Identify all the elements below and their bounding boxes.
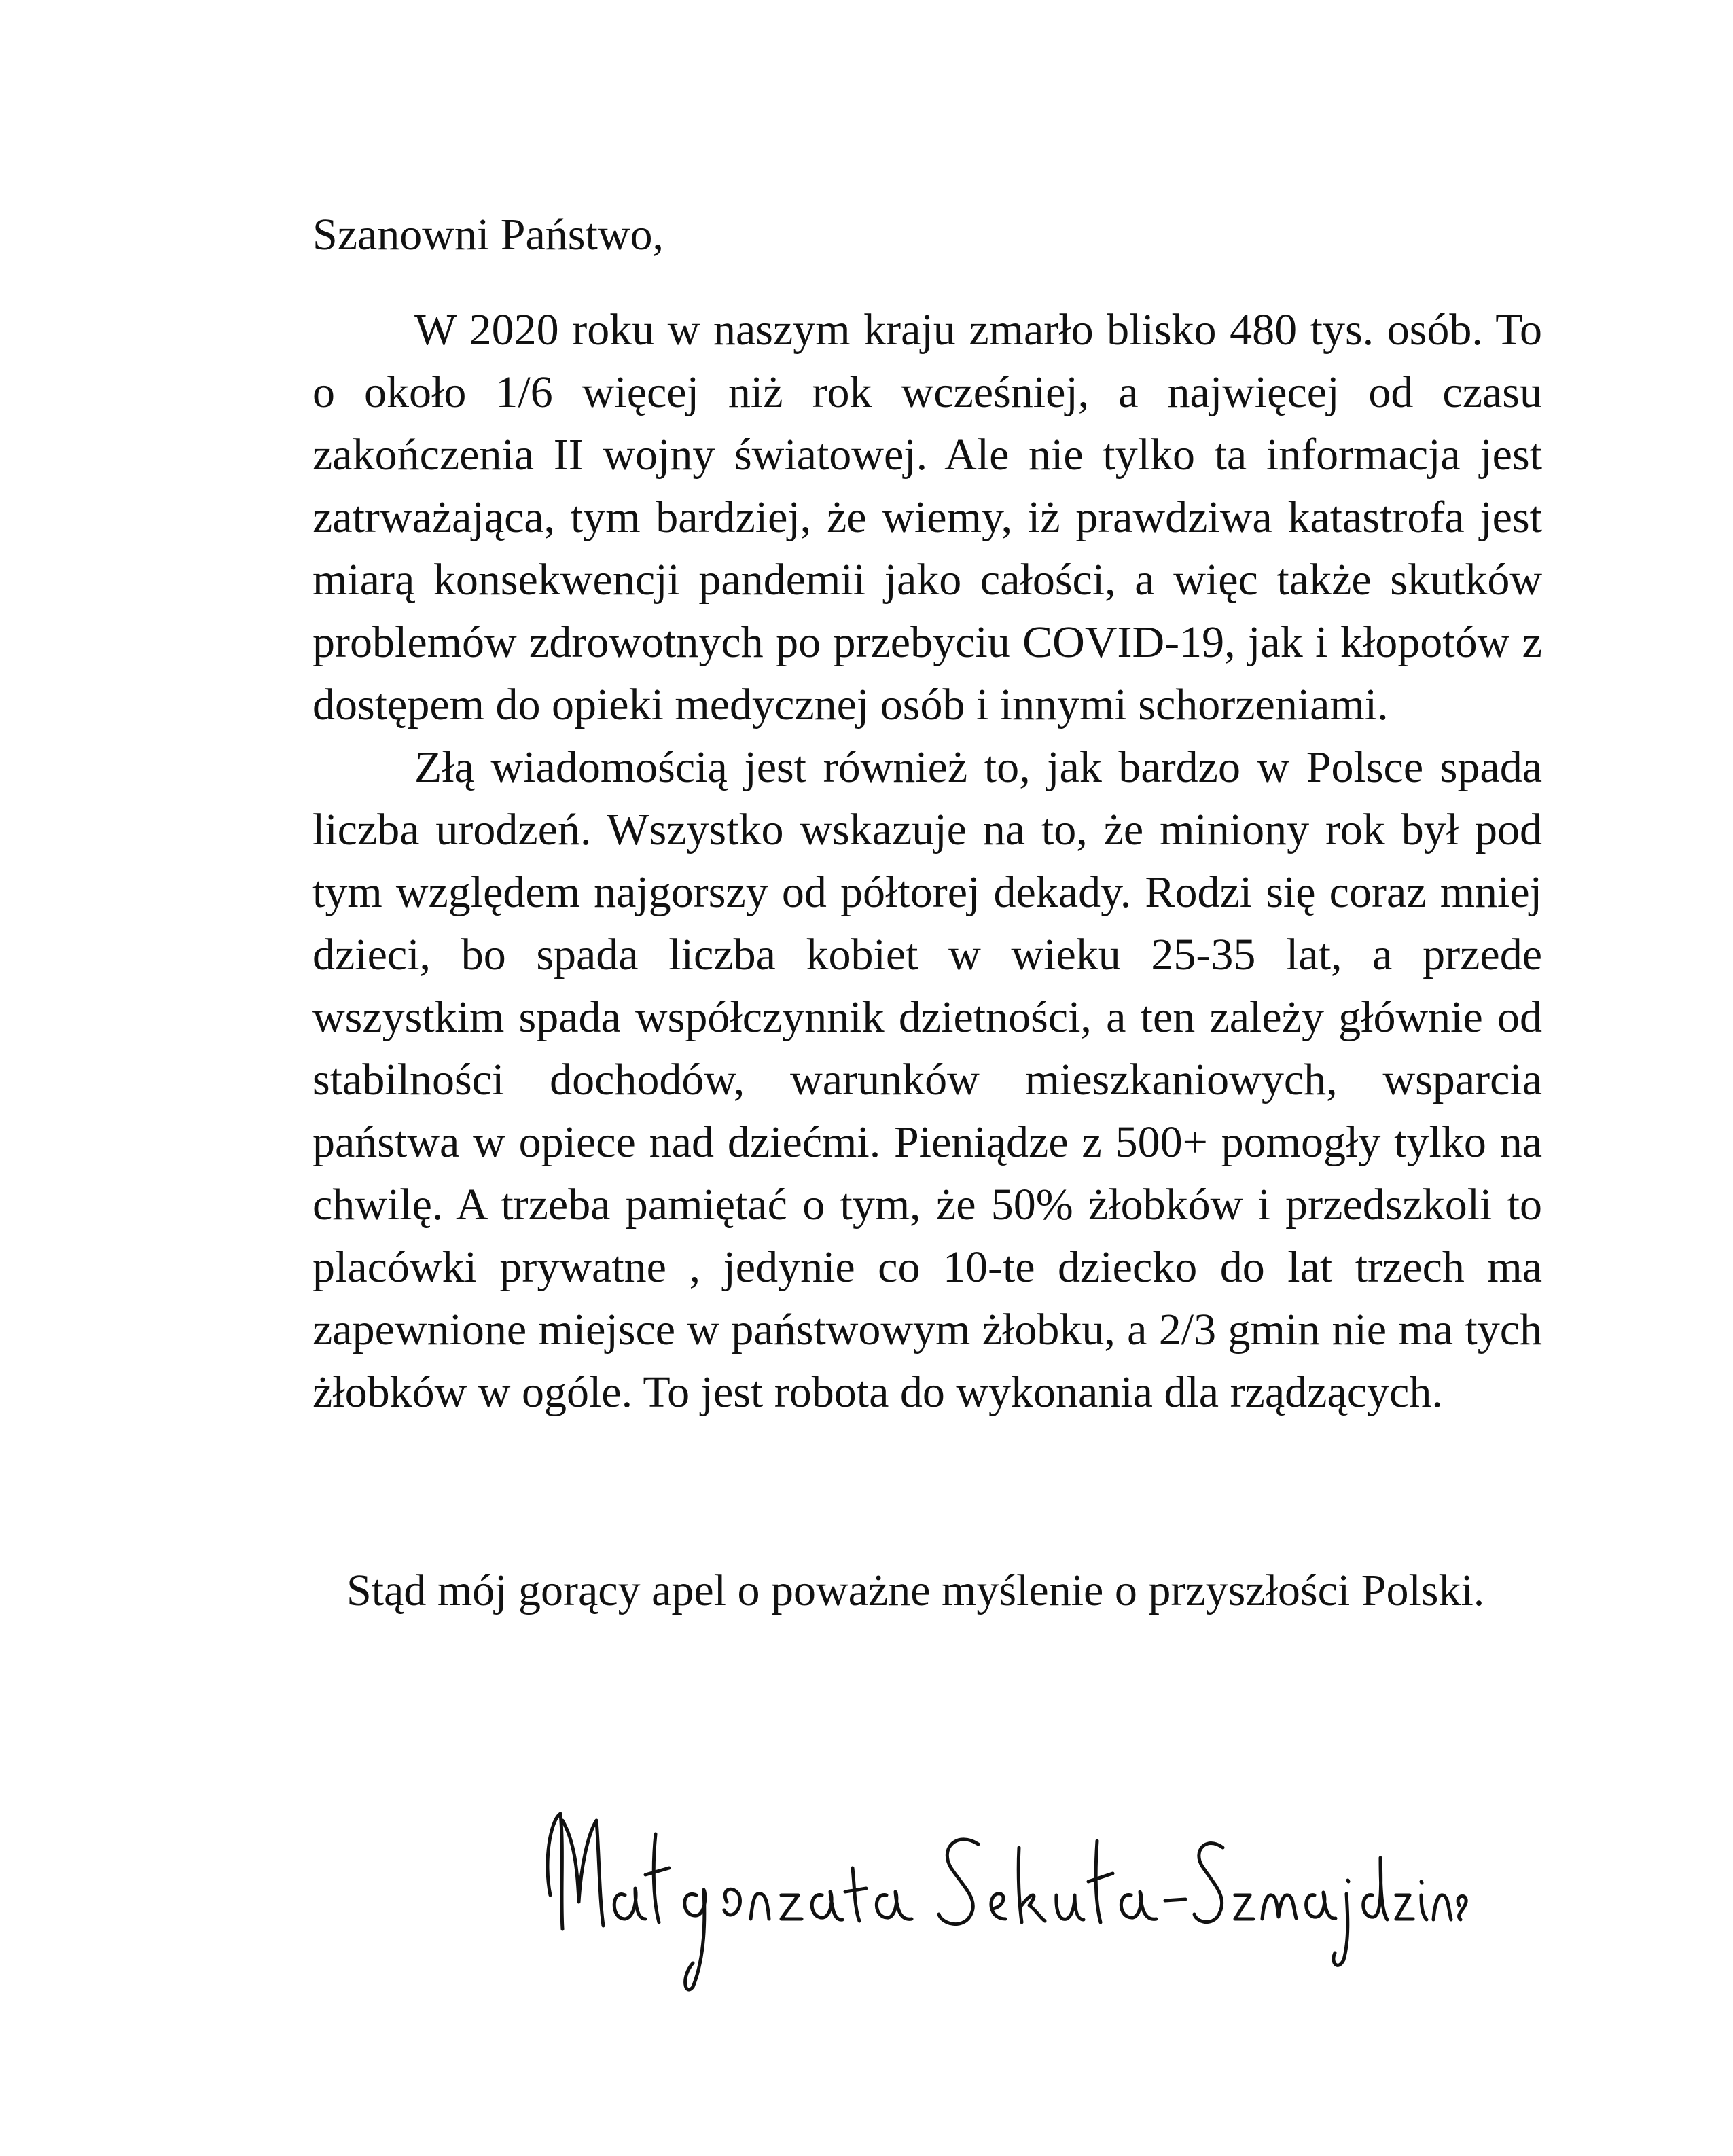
- closing-appeal: Stąd mój gorący apel o poważne myślenie o przyszłości Polski.: [346, 1566, 1485, 1615]
- handwritten-signature: [523, 1793, 1474, 1997]
- letter-body: [312, 299, 1542, 1424]
- paragraph-birth-rate: Złą wiadomością jest również to, jak bardzo w Polsce spada liczba urodzeń. Wszystko wskazuje na to, że miniony rok był pod tym względem najgorszy od półtorej dekady. Rodzi się coraz mniej dzieci, bo spada liczba kobiet w wieku 25-35 lat, a przede wszystkim spada współczynnik dzietności, a ten zależy głównie od stabilności dochodów, warunków mieszkaniowych, wsparcia państwa w opiece nad dziećmi. Pieniądze z 500+ pomogły tylko na chwilę. A trzeba pamiętać o tym, że 50% żłobków i przedszkoli to placówki prywatne , jedynie co 10-te dziecko do lat trzech ma zapewnione miejsce w państwowym żłobku, a 2/3 gmin nie ma tych żłobków w ogóle. To jest robota do wykonania dla rządzących.: [312, 742, 1542, 1417]
- paragraph-mortality: W 2020 roku w naszym kraju zmarło blisko 480 tys. osób. To o około 1/6 więcej niż rok wcześniej, a najwięcej od czasu zakończenia II wojny światowej. Ale nie tylko ta informacja jest zatrważająca, tym bardziej, że wiemy, iż prawdziwa katastrofa jest miarą konsekwencji pandemii jako całości, a więc także skutków problemów zdrowotnych po przebyciu COVID-19, jak i kłopotów z dostępem do opieki medycznej osób i innymi schorzeniami.: [312, 305, 1542, 730]
- signature-icon: [523, 1793, 1474, 1997]
- salutation: Szanowni Państwo,: [312, 210, 664, 259]
